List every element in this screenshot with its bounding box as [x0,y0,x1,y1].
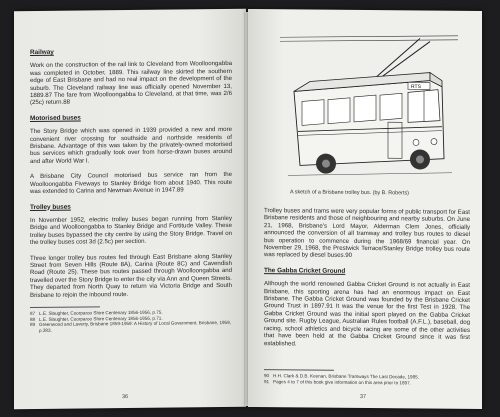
para-motorised-2: A Brisbane City Council motorised bus service ran from the Woolloongabba Fiveways to Stanley Bridge from about 1940. This route was extended to Carina and Newman Avenue in 1947.89 [30,171,232,196]
para-gabba: Although the world renowned Gabba Cricket Ground is not actually in East Brisbane, this sporting arena has had an enormous impact on East Brisbane. The Gabba Cricket Ground was founded by the Brisbane Cricket Ground Trust in 1897.91 It was the venue for the first Test in 1928. The Gabba Cricket Ground was the initial sport played on the Gabba Cricket Ground site. Rugby League, Australian Rules football (A.F.L.), baseball, dog racing, school athletics and bicycle racing are some of the other activities that have been held at the Gabba Cricket Ground since it was first established. [264,280,470,347]
heading-trolley-buses: Trolley buses [30,203,71,211]
para-railway: Work on the construction of the rail link to Cleveland from Woolloongabba was completed in October, 1889. This railway line skirted the southern edge of East Brisbane and had no real impact on the development of the suburb. The Cleveland railway line was officially opened November 13, 1889.87 The fare from Woolloongabba to Cleveland, at that time, was 2/6 (25c) return.88 [30,60,232,107]
left-page [14,9,246,409]
right-page-content [264,207,470,357]
footnote: 89 Greenwood and Laverty, Brisbane 1859-1959: A History of Local Government, Brisbane, 1959, p.383. [30,320,231,333]
bus-number-label: RTS [411,84,421,91]
heading-motorised-buses: Motorised buses [30,114,81,122]
right-footnotes [264,365,470,386]
page-number-right: 37 [360,393,367,401]
footnote: 88 L.E. Slaughter, Coorparoo Shire Centenary 1856-1956, p.71. [30,315,163,322]
footnote: 87 L.E. Slaughter, Coorparoo Shire Centenary 1856-1956, p.75. [30,309,163,317]
para-trolley-trams: Trolley buses and trams were very popular forms of public transport for East Brisbane residents and those of neighbouring and nearby suburbs. On June 21, 1968, Brisbane's Lord Mayor, Alderman Clem Jones, officially announced the conversion of all tramway and trolley bus routes to diesel bus operation to commence during the 1968/69 financial year. On November 29, 1968, the Prestwick Terrace/Stanley Bridge trolley bus route was replaced by diesel buses.90 [264,207,470,260]
heading-gabba: The Gabba Cricket Ground [264,266,346,275]
footnote-rule [30,306,100,308]
para-trolley-1: In November 1952, electric trolley buses began running from Stanley Bridge and Woolloongabba to Stanley Bridge and Fortitude Valley. These trolley buses bypassed the city centre by using the Story Bridge. Travel on the trolley buses cost 3d (2.5c) per section. [30,214,232,247]
figure-caption: A sketch of a Brisbane trolley bus. (by B. Roberts) [290,189,409,197]
trolley-bus-sketch [280,29,458,191]
footnote-rule [264,369,334,371]
para-trolley-2: Three longer trolley bus routes fed through East Brisbane along Stanley Street from Seven Hills (Route 8A), Carina (Route 8C) and Cavendish Road (Route 25). These bus routes passed through Woolloongabba and travelled over the Story Bridge to enter the city via Ann and Queen Streets. They departed from North Quay to return via Victoria Bridge and South Brisbane to rejoin the inbound route. [30,252,232,299]
heading-railway: Railway [30,48,54,57]
footnote: 90 H.H. Clark & D.B. Keenan, Brisbane Tramways The Last Decade, 1985. [264,373,419,380]
page-number-left: 36 [122,394,129,401]
para-motorised-1: The Story Bridge which was opened in 1939 provided a new and more convenient river crossing for southside and northside residents of Brisbane. Advantage of this was taken by the privately-owned motorised bus services which gradually took over from horse-drawn buses around and after World War I. [30,126,232,165]
right-page [248,9,482,409]
footnote: 91 Pages 4 to 7 of this book give information on this area prior to 1897. [264,378,411,385]
left-page-content [30,47,232,333]
